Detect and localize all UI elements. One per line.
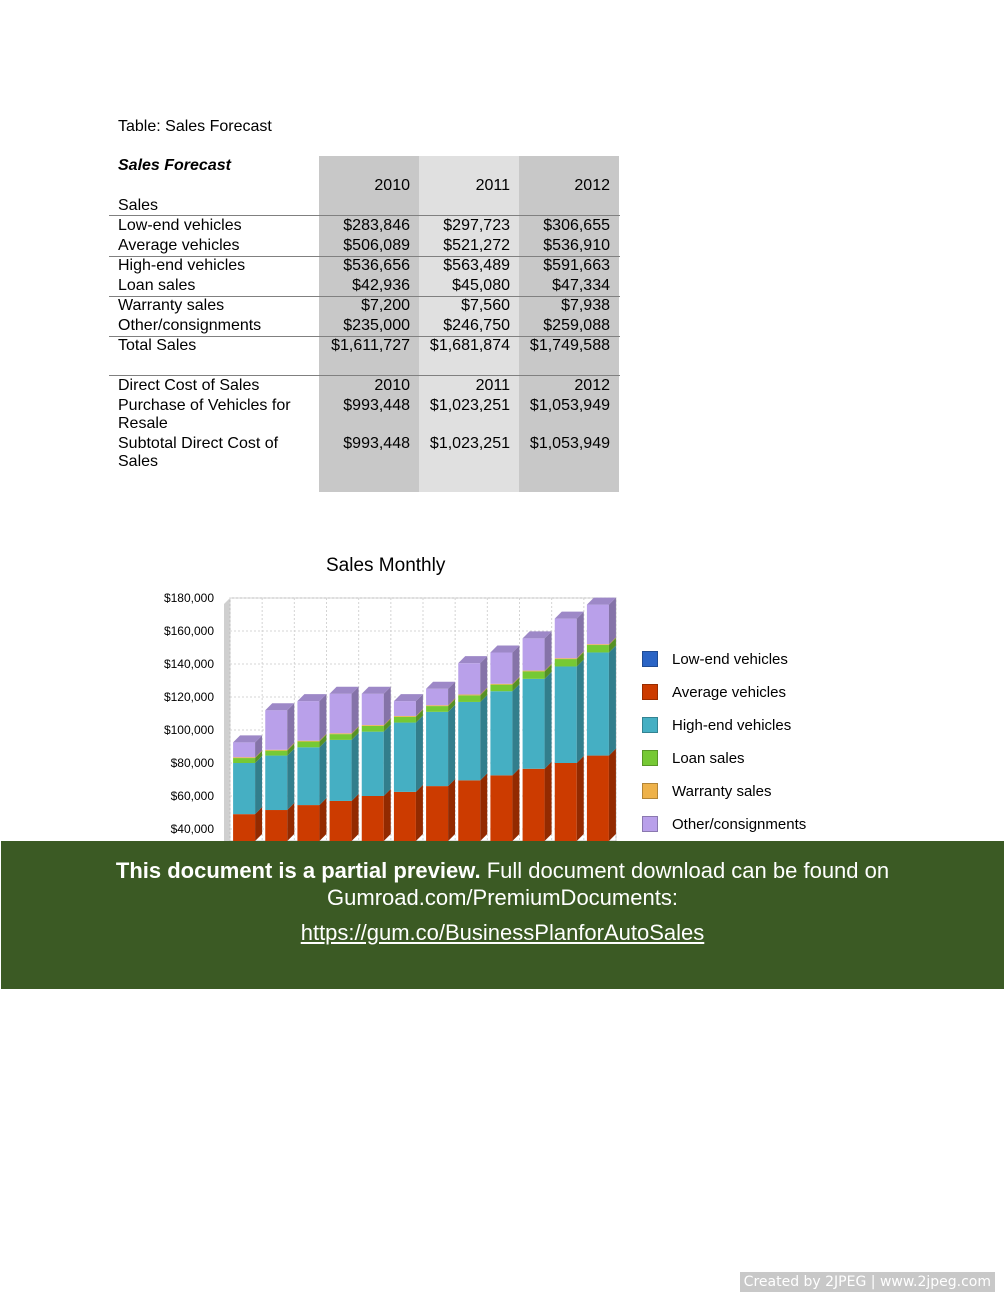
total-sales-row-label: Total Sales [118,337,197,354]
bar-segment-side [352,733,359,801]
bar-segment [330,740,352,801]
bar-segment [458,702,480,780]
bar-segment [555,658,577,659]
bar-segment [362,726,384,732]
bar-segment-side [609,749,616,841]
bar-segment-side [512,684,519,775]
sales-row-value: $536,656 [343,257,410,274]
sales-monthly-chart [140,585,630,841]
bar-segment [297,805,319,841]
banner-bold-text: This document is a partial preview. [115,858,481,883]
bar-segment-side [255,756,262,814]
bar-segment [587,652,609,755]
sales-row-label: Other/consignments [118,317,262,334]
bar-segment [458,695,480,702]
bar-segment [426,712,448,786]
sales-row [109,276,620,296]
banner-line2: Gumroad.com/PremiumDocuments: [327,885,678,910]
bar-segment [587,644,609,645]
y-tick-label: $120,000 [163,690,214,704]
bar-segment [523,671,545,678]
sales-row-value: $563,489 [443,257,510,274]
chart-side-wall [224,598,230,841]
sales-row-value: $246,750 [443,317,510,334]
legend-item [642,749,842,769]
sales-row-label: Warranty sales [118,297,225,314]
bar-segment [297,747,319,805]
subtotal-row-value: $1,023,251 [429,435,510,452]
sales-row-label: Loan sales [118,277,196,294]
legend-swatch [642,783,658,799]
bar-segment-side [416,716,423,792]
y-tick-label: $140,000 [163,657,214,671]
purchase-row-label-2: Resale [118,415,168,432]
total-sales-row-value: $1,749,588 [529,337,610,354]
bar-segment [555,619,577,659]
total-sales-row-value: $1,681,874 [429,337,510,354]
bar-segment [587,605,609,645]
legend-label: Warranty sales [672,783,772,800]
y-tick-label: $40,000 [170,822,214,836]
bar-segment [458,663,480,694]
sales-row [109,296,620,316]
sales-row [109,256,620,276]
legend-label: High-end vehicles [672,717,792,734]
year-header-row [109,176,620,196]
bar-segment [426,786,448,841]
bar-segment-side [384,789,391,841]
sales-row-value: $235,000 [343,317,410,334]
y-tick-label: $100,000 [163,723,214,737]
y-tick-label: $80,000 [170,756,214,770]
direct-cost-header-row-value: 2010 [374,377,410,394]
sales-row [109,216,620,236]
sales-row-value: $47,334 [552,277,610,294]
bar-segment [426,689,448,706]
table-title-label: Sales Forecast [118,157,231,174]
bar-segment [587,645,609,652]
bar-segment [426,706,448,712]
sales-row-label: High-end vehicles [118,257,246,274]
bar-segment [523,769,545,841]
bar-segment [265,751,287,756]
sales-section-label-label: Sales [118,197,159,214]
legend-item [642,716,842,736]
sales-section-label [109,196,620,216]
purchase-row-value: $1,023,251 [429,397,510,414]
sales-row-value: $42,936 [352,277,410,294]
bar-segment [362,732,384,796]
bar-segment-side [512,768,519,841]
subtotal-row-value: $1,053,949 [529,435,610,452]
bar-segment [233,814,255,841]
direct-cost-header-row-value: 2011 [475,377,510,394]
sales-row-value: $7,938 [561,297,610,314]
legend-swatch [642,651,658,667]
bar-segment [297,701,319,741]
bar-segment [265,810,287,841]
bar-segment [523,679,545,769]
banner-text: Full document download can be found on [480,858,890,883]
bar-segment-side [448,705,455,786]
bar-segment [233,742,255,757]
bar-segment-side [609,598,616,645]
bar-segment [490,684,512,685]
bar-segment [362,694,384,725]
bar-segment [362,796,384,841]
bar-segment-side [352,687,359,734]
bar-segment [394,723,416,792]
bar-segment-side [577,659,584,763]
bar-segment [297,741,319,742]
sales-row-value: $536,910 [543,237,610,254]
sales-row-value: $283,846 [343,217,410,234]
sales-row-value: $7,200 [361,297,410,314]
purchase-row-label: Purchase of Vehicles for [118,397,291,414]
bar-segment [362,725,384,726]
purchase-row-value: $993,448 [343,397,410,414]
table-title [109,156,620,176]
row-divider [109,375,620,376]
bar-segment [555,763,577,841]
bar-segment-side [319,694,326,741]
legend-swatch [642,816,658,832]
legend-swatch [642,717,658,733]
bar-segment [265,750,287,751]
year-header-row-value: 2012 [574,177,610,194]
purchase-row-value: $1,053,949 [529,397,610,414]
bar-segment-side [480,695,487,780]
bar-segment-side [319,740,326,805]
bar-segment [265,756,287,810]
bar-segment [394,792,416,841]
bar-segment [490,652,512,683]
sales-row [109,236,620,256]
bar-segment-side [577,756,584,841]
download-link[interactable]: https://gum.co/BusinessPlanforAutoSales [300,920,705,945]
legend-item [642,782,842,802]
banner-message [1,857,1004,911]
chart-title: Sales Monthly [326,555,446,576]
bar-segment [394,701,416,716]
bar-segment-side [384,725,391,796]
bar-segment [394,717,416,723]
preview-banner [1,841,1004,989]
y-tick-label: $180,000 [163,591,214,605]
legend-item [642,683,842,703]
bar-segment [233,758,255,763]
direct-cost-header-row [109,376,620,396]
bar-segment [458,695,480,696]
legend-label: Low-end vehicles [672,651,788,668]
sales-row [109,316,620,336]
bar-segment [330,734,352,740]
legend-swatch [642,750,658,766]
subtotal-row-label: Subtotal Direct Cost of [118,435,279,452]
sales-row-value: $591,663 [543,257,610,274]
bar-segment-side [545,672,552,769]
bar-segment [233,763,255,814]
sales-row-value: $45,080 [452,277,510,294]
legend-item [642,650,842,670]
bar-segment [297,742,319,748]
bar-segment-side [416,785,423,841]
total-sales-row [109,336,620,356]
bar-segment-side [319,798,326,841]
bar-segment [555,666,577,763]
watermark: Created by 2JPEG | www.2jpeg.com [740,1272,995,1292]
bar-segment-side [545,762,552,841]
bar-segment [587,756,609,841]
legend-label: Other/consignments [672,816,807,833]
legend-item [642,815,842,835]
sales-row-label: Low-end vehicles [118,217,242,234]
bar-segment [555,659,577,666]
bar-segment [426,705,448,706]
subtotal-row-value: $993,448 [343,435,410,452]
bar-segment [490,775,512,841]
sales-row-value: $297,723 [443,217,510,234]
bar-segment [490,685,512,692]
bar-segment [330,801,352,841]
legend-swatch [642,684,658,700]
purchase-row [109,396,620,432]
sales-row-value: $521,272 [443,237,510,254]
bar-segment [233,757,255,758]
bar-segment-side [480,773,487,841]
y-tick-label: $160,000 [163,624,214,638]
bar-segment [523,638,545,670]
bar-segment [330,694,352,734]
sales-row-value: $7,560 [461,297,510,314]
bar-segment-side [609,645,616,755]
legend-label: Average vehicles [672,684,786,701]
table-caption: Table: Sales Forecast [118,118,272,135]
bar-segment-side [287,749,294,810]
sales-row-value: $259,088 [543,317,610,334]
y-tick-label: $60,000 [170,789,214,803]
sales-row-value: $306,655 [543,217,610,234]
bar-segment [523,671,545,672]
bar-segment [330,733,352,734]
sales-row-label: Average vehicles [118,237,240,254]
year-header-row-value: 2011 [475,177,510,194]
direct-cost-header-row-label: Direct Cost of Sales [118,377,260,394]
bar-segment [394,716,416,717]
subtotal-row-label-2: Sales [118,453,159,470]
bar-segment-side [352,794,359,841]
bar-segment-side [577,612,584,659]
bar-segment-side [287,703,294,750]
total-sales-row-value: $1,611,727 [331,337,410,354]
year-header-row-value: 2010 [374,177,410,194]
sales-row-value: $506,089 [343,237,410,254]
bar-segment-side [448,779,455,841]
legend-label: Loan sales [672,750,745,767]
subtotal-row [109,434,620,470]
direct-cost-header-row-value: 2012 [574,377,610,394]
bar-segment [458,780,480,841]
bar-segment [490,691,512,775]
bar-segment [265,710,287,750]
